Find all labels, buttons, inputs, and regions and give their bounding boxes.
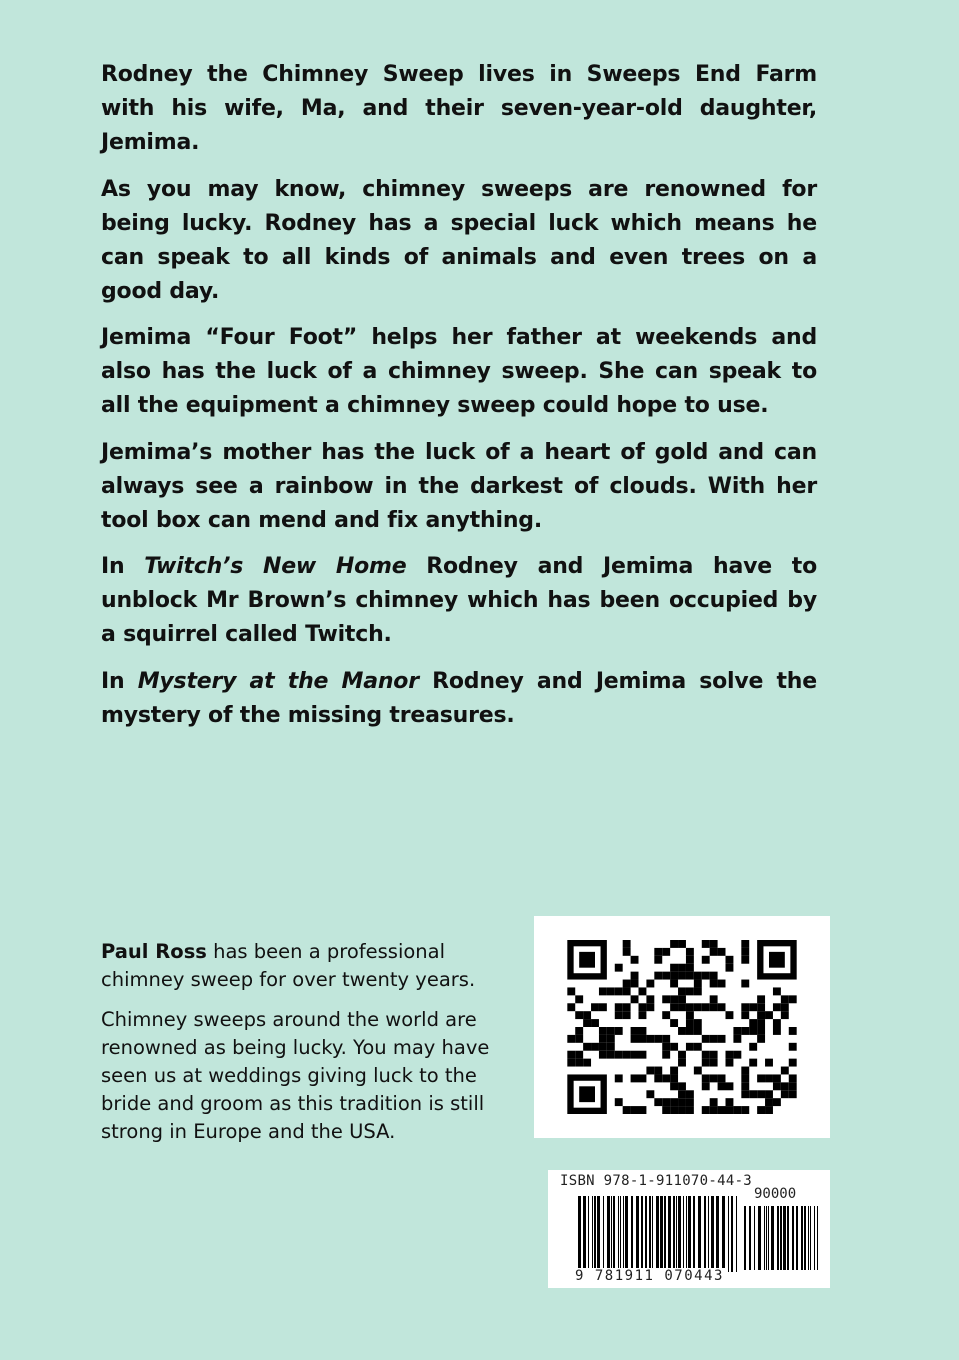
blurb-paragraph-6 bbox=[101, 665, 817, 733]
blurb-paragraph-1: Rodney the Chimney Sweep lives in Sweeps End Farm with his wife, Ma, and their seven-year-old daughter, Jemima. bbox=[101, 62, 817, 155]
p5-rest: Rodney and Jemima have to unblock Mr Brown’s chimney which has been occupied by a squirrel called Twitch. bbox=[101, 554, 817, 647]
ean-barcode-icon bbox=[578, 1196, 742, 1272]
blurb-paragraph-5 bbox=[101, 550, 817, 652]
isbn-label: ISBN 978-1-911070-44-3 bbox=[560, 1173, 753, 1189]
qr-code-icon bbox=[566, 940, 798, 1114]
p5-prefix: In bbox=[101, 554, 145, 579]
blurb-text bbox=[101, 58, 817, 745]
blurb-paragraph-3: Jemima “Four Foot” helps her father at weekends and also has the luck of a chimney sweep. She can speak to all the equipment a chimney sweep could hope to use. bbox=[101, 325, 817, 418]
blurb-paragraph-4: Jemima’s mother has the luck of a heart of gold and can always see a rainbow in the darkest of clouds. With her tool box can mend and fix anything. bbox=[101, 439, 817, 533]
price-code: 90000 bbox=[754, 1186, 797, 1202]
addon-barcode-icon bbox=[744, 1206, 820, 1282]
p6-rest: Rodney and Jemima solve the mystery of the missing treasures. bbox=[101, 668, 817, 728]
author-bio-paragraph-1 bbox=[101, 938, 491, 994]
author-name: Paul Ross bbox=[101, 940, 207, 963]
book-title-twitch: Twitch’s New Home bbox=[144, 554, 407, 579]
isbn-barcode-panel bbox=[548, 1170, 830, 1288]
ean-digits: 9 781911 070443 bbox=[575, 1268, 724, 1284]
blurb-paragraph-2: As you may know, chimney sweeps are renowned for being lucky. Rodney has a special luck which means he can speak to all kinds of animals and even trees on a good day. bbox=[101, 176, 817, 304]
author-bio-line: has been a professional chimney sweep for over twenty years. bbox=[101, 940, 476, 991]
p6-prefix: In bbox=[101, 668, 138, 694]
author-bio bbox=[101, 938, 491, 1158]
author-bio-paragraph-2: Chimney sweeps around the world are renowned as being lucky. You may have seen us at weddings giving luck to the bride and groom as this tradition is still strong in Europe and the USA. bbox=[101, 1008, 490, 1143]
qr-code-panel bbox=[534, 916, 830, 1138]
book-title-manor: Mystery at the Manor bbox=[137, 668, 419, 694]
